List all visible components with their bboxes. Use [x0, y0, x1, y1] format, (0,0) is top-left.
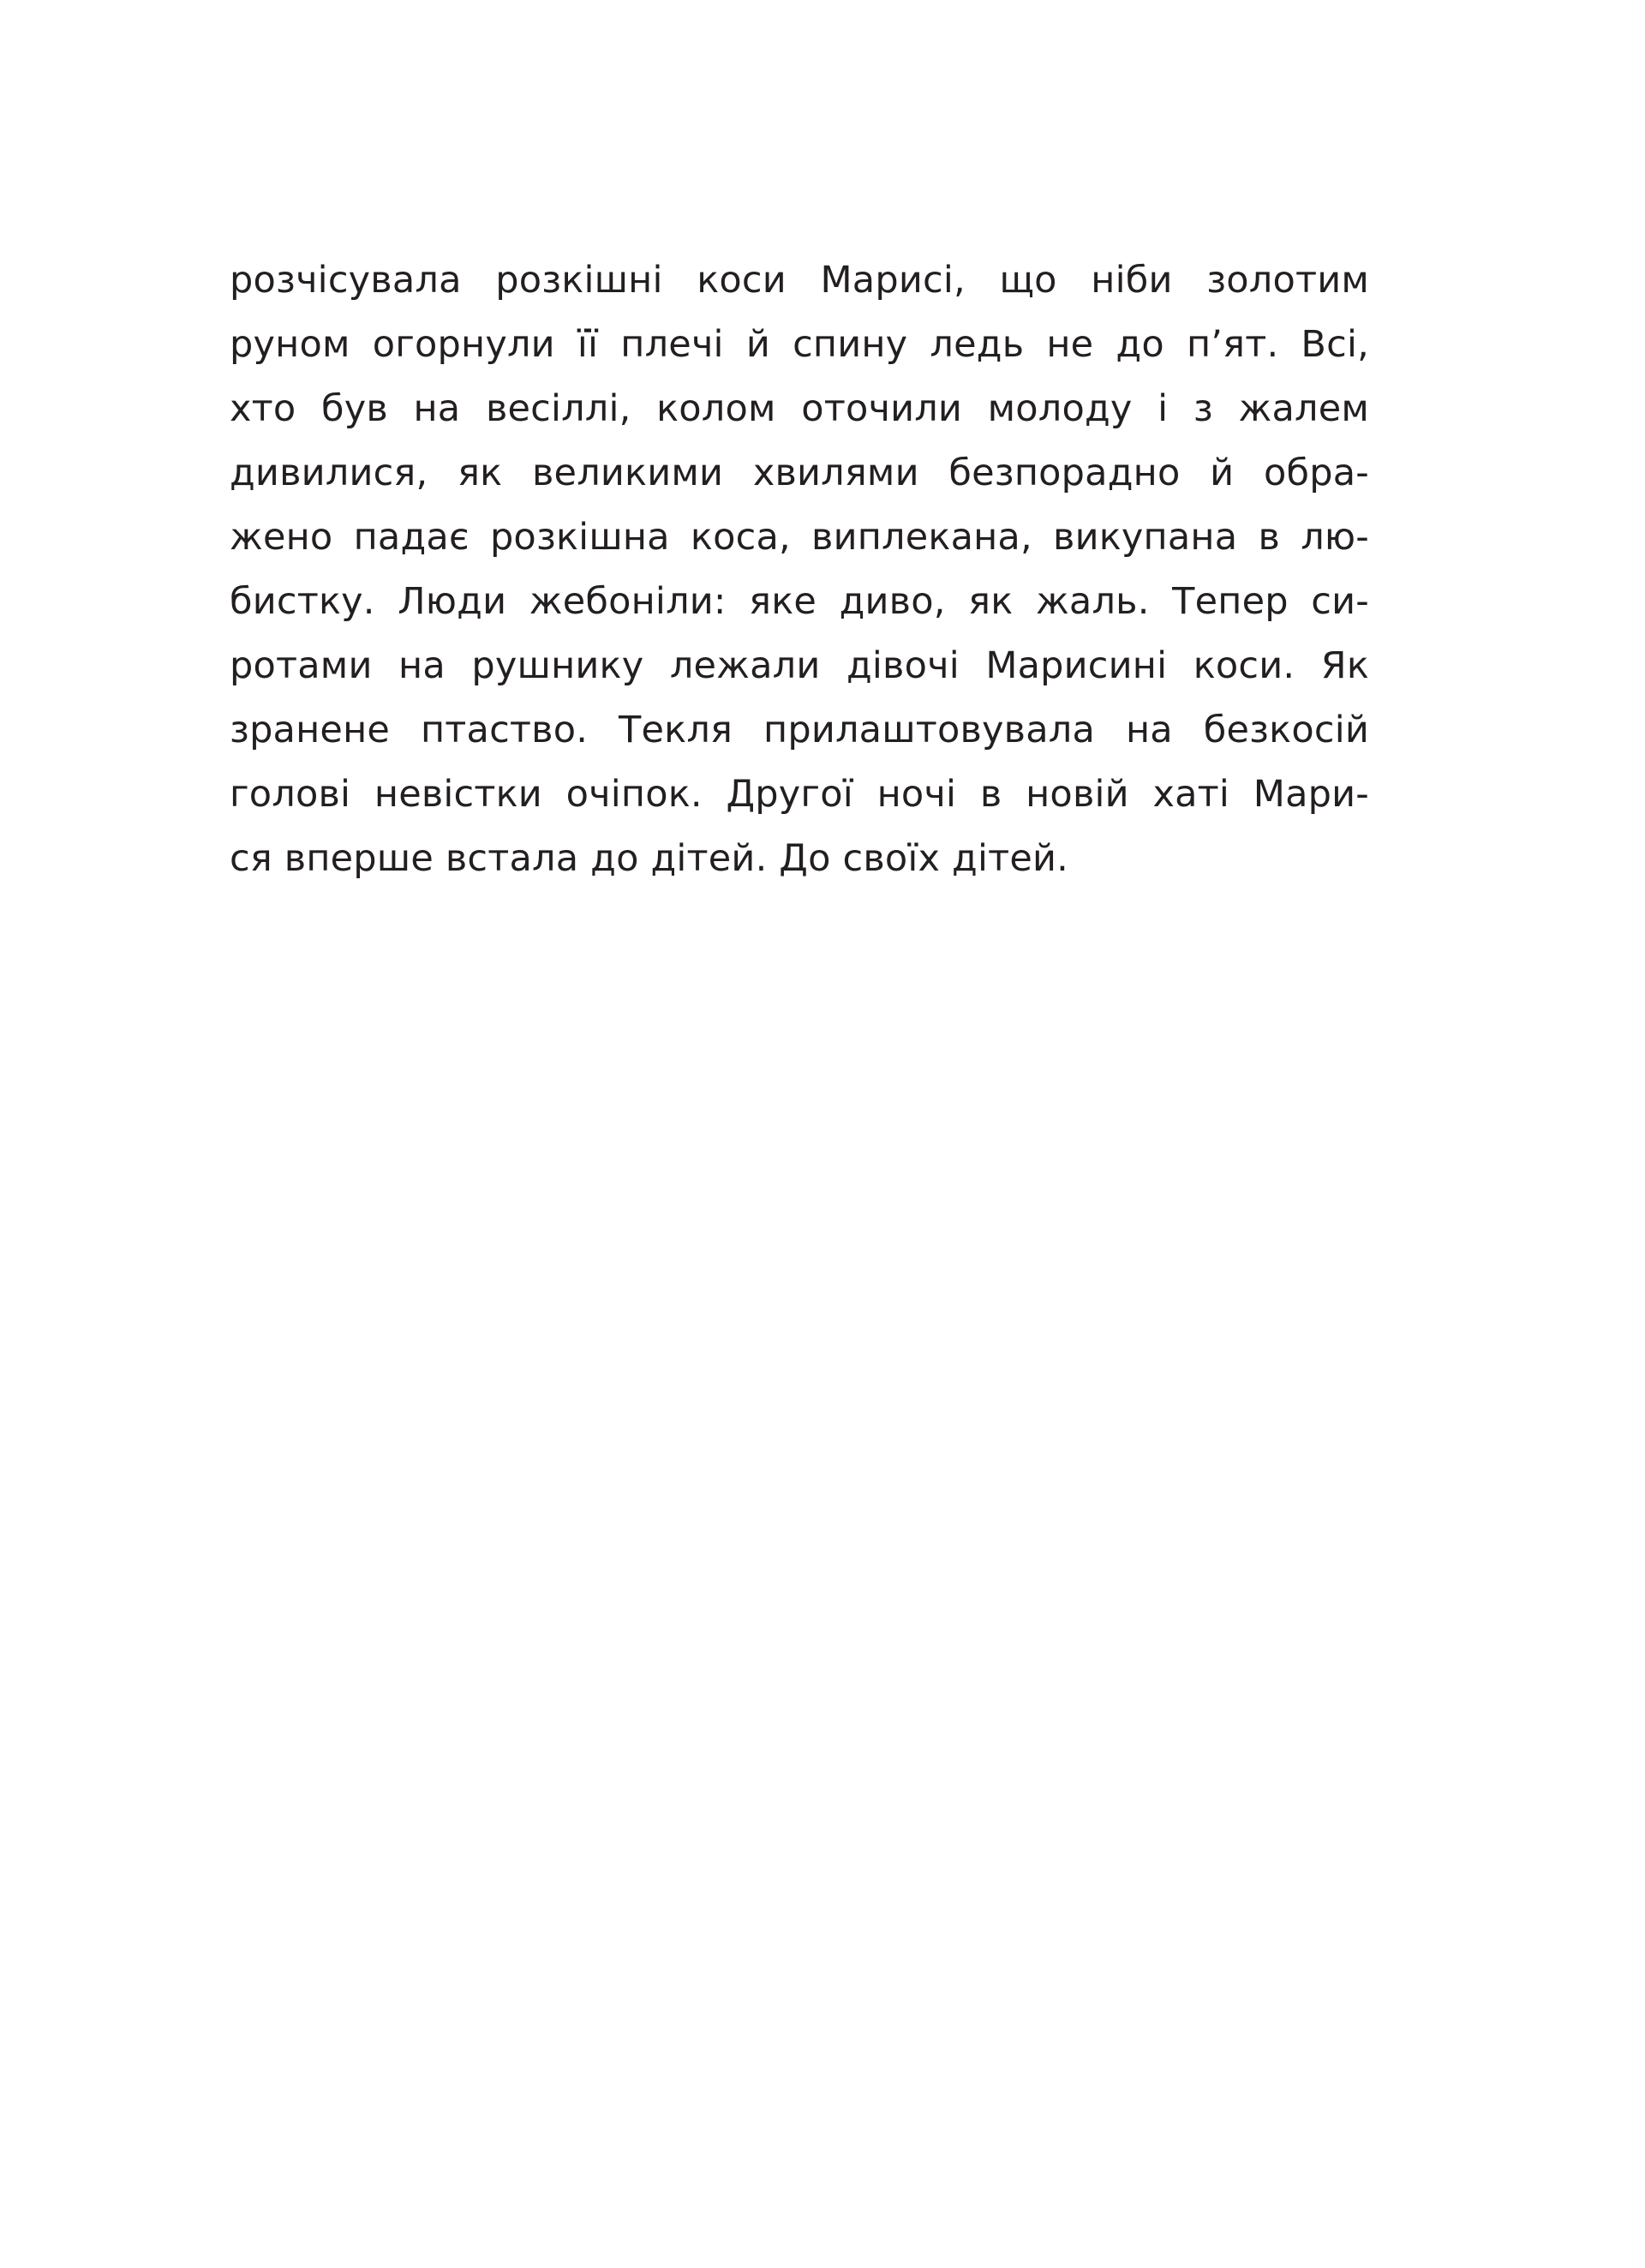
text-line: голові невістки очіпок. Другої ночі в новій хаті Мари-	[230, 773, 1369, 816]
text-line-last: ся вперше встала до дітей. До своїх дітей.	[230, 837, 1069, 880]
text-line: жено падає розкішна коса, виплекана, викупана в лю-	[230, 516, 1369, 559]
text-line: ротами на рушнику лежали дівочі Марисині коси. Як	[230, 644, 1369, 687]
text-line: хто був на весіллі, колом оточили молоду і з жалем	[230, 387, 1369, 430]
text-line: руном огорнули її плечі й спину ледь не до п’ят. Всі,	[230, 323, 1369, 366]
body-paragraph	[230, 248, 1369, 891]
text-line: зранене птаство. Текля прилаштовувала на безкосій	[230, 709, 1369, 751]
text-line: розчісувала розкішні коси Марисі, що ніби золотим	[230, 259, 1369, 302]
text-line: бистку. Люди жебоніли: яке диво, як жаль. Тепер си-	[230, 580, 1369, 623]
text-line: дивилися, як великими хвилями безпорадно й обра-	[230, 452, 1369, 494]
